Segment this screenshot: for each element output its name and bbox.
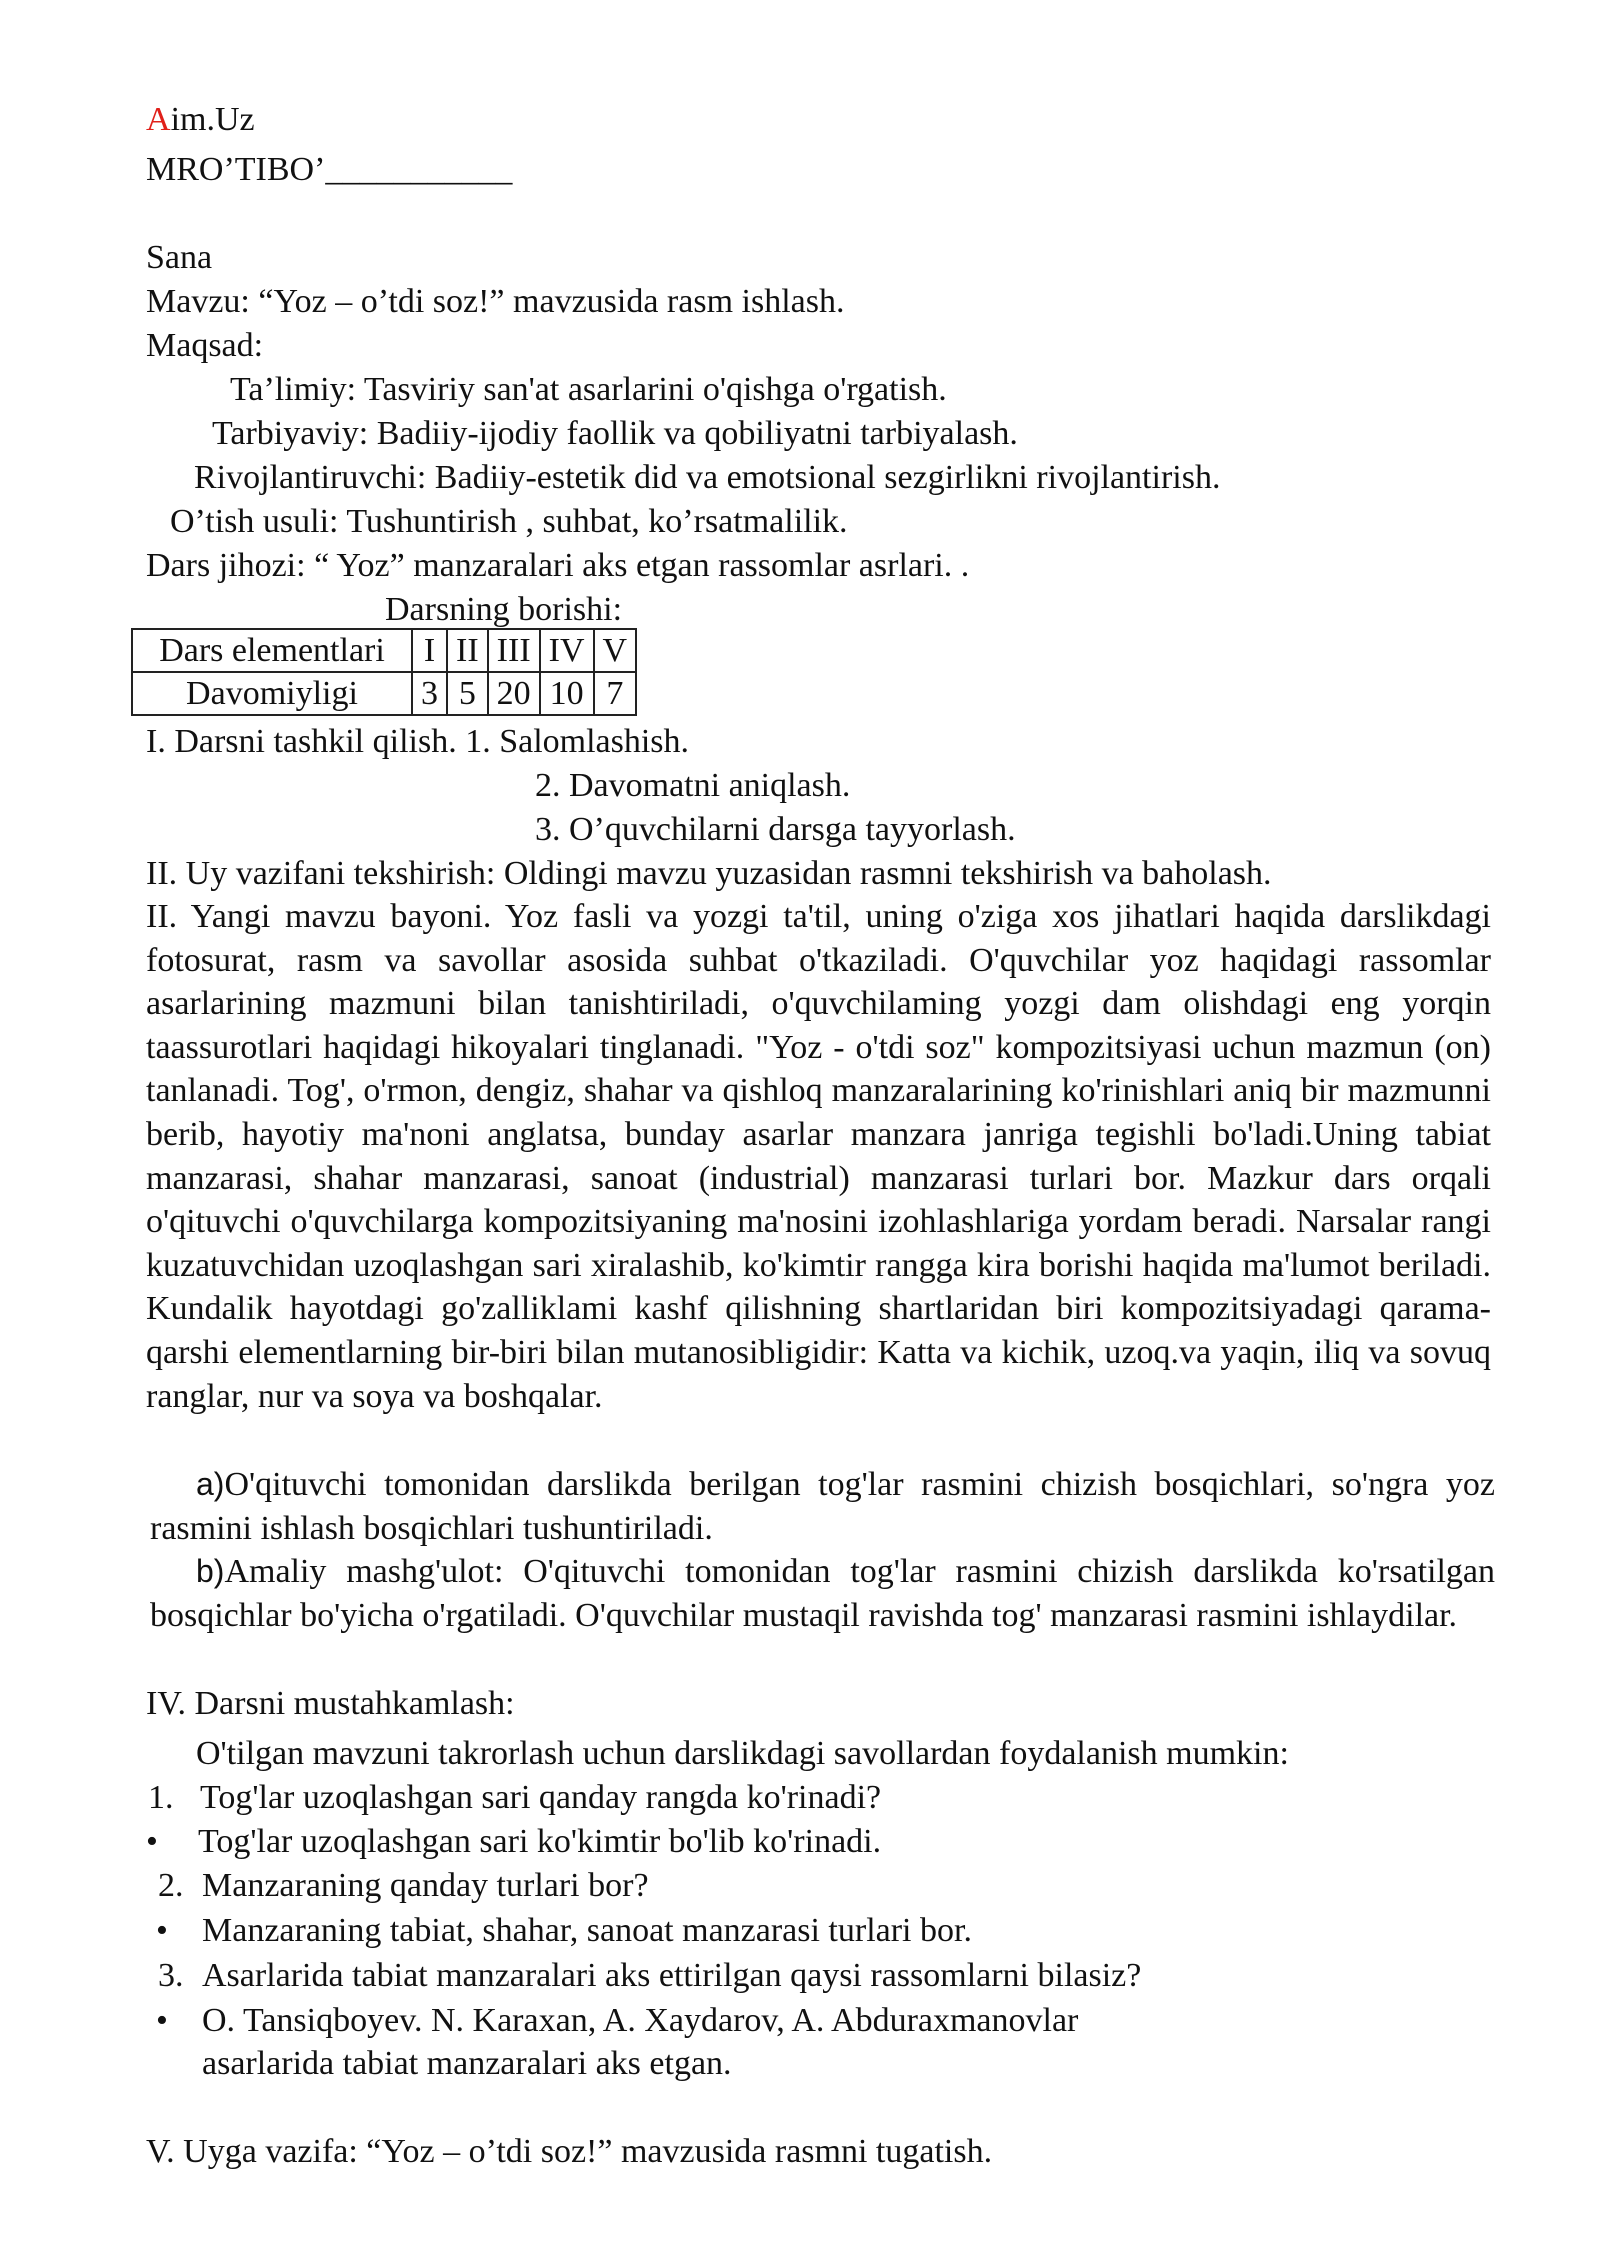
- table-cell: 5: [447, 672, 488, 715]
- table-row: [132, 672, 636, 715]
- question-2: [158, 1864, 649, 1908]
- topic-line: Mavzu: “Yoz – o’tdi soz!” mavzusida rasm ishlash.: [146, 283, 845, 320]
- answer-1: [146, 1820, 881, 1864]
- lesson-equipment: Dars jihozi: “ Yoz” manzaralari aks etgan rassomlar asrlari. .: [146, 547, 970, 584]
- table-cell: I: [412, 629, 447, 672]
- question-1: [148, 1776, 881, 1820]
- table-cell: 3: [412, 672, 447, 715]
- question-2-number: 2.: [158, 1867, 184, 1904]
- table-cell: V: [594, 629, 637, 672]
- table-cell: 7: [594, 672, 637, 715]
- question-3-text: Asarlarida tabiat manzaralari aks ettirilgan qaysi rassomlarni bilasiz?: [202, 1957, 1142, 1994]
- stage-1-title: I. Darsni tashkil qilish. 1. Salomlashish.: [146, 723, 690, 760]
- table-cell: Davomiyligi: [132, 672, 412, 715]
- item-a-text: O'qituvchi tomonidan darslikda berilgan tog'lar rasmini chizish bosqichlari, so'ngra yoz rasmini ishlash bosqichlari tushuntiriladi.: [150, 1466, 1495, 1547]
- question-2-text: Manzaraning qanday turlari bor?: [202, 1867, 649, 1904]
- stage-4-title: IV. Darsni mustahkamlash:: [146, 1685, 515, 1722]
- brand-rest: im.Uz: [170, 101, 255, 138]
- site-brand: [146, 98, 255, 142]
- brand-first-letter: A: [146, 101, 171, 138]
- answer-2: [156, 1909, 972, 1953]
- answer-3-text: O. Tansiqboyev. N. Karaxan, A. Xaydarov, A. Abduraxmanovlar: [202, 2002, 1079, 2039]
- teacher-label: MRO’TIBO’___________: [146, 151, 513, 188]
- goal-label: Maqsad:: [146, 327, 264, 364]
- answer-2-text: Manzaraning tabiat, shahar, sanoat manzarasi turlari bor.: [202, 1912, 972, 1949]
- table-cell: IV: [540, 629, 594, 672]
- stage-3-paragraph: II. Yangi mavzu bayoni. Yoz fasli va yozgi ta'til, uning o'ziga xos jihatlari haqida darslikdagi fotosurat, rasm va savollar asosida suhbat o'tkaziladi. O'quvchilar yoz haqidagi rassomlar asarlarining mazmuni bilan tanishtiriladi, o'quvchilaming yozgi dam olishdagi eng yorqin taassurotlari haqidagi hikoyalari tinglanadi. "Yoz - o'tdi soz" kompozitsiyasi uchun mazmun (on) tanlanadi. Tog', o'rmon, dengiz, shahar va qishloq manzaralarining ko'rinishlari aniq bir mazmunni berib, hayotiy ma'noni anglatsa, bunday asarlar manzara janriga tegishli bo'ladi.Uning tabiat manzarasi, shahar manzarasi, sanoat (industrial) manzarasi turlari bor. Mazkur dars orqali o'qituvchi o'quvchilarga kompozitsiyaning ma'nosini izohlashlariga yordam beradi. Narsalar rangi kuzatuvchidan uzoqlashgan sari xiralashib, ko'kimtir rangga kira borishi haqida ma'lumot beriladi. Kundalik hayotdagi go'zalliklami kashf qilishning shartlaridan biri kompozitsiyadagi qarama-qarshi elementlarning bir-biri bilan mutanosibligidir: Katta va kichik, uzoq.va yaqin, iliq va sovuq ranglar, nur va soya va boshqalar.: [146, 898, 1491, 1415]
- lesson-plan-table: [131, 628, 637, 716]
- table-cell: III: [488, 629, 540, 672]
- table-cell: 20: [488, 672, 540, 715]
- teaching-method: O’tish usuli: Tushuntirish , suhbat, ko’rsatmalilik.: [170, 503, 848, 540]
- answer-3: [156, 1999, 1078, 2043]
- stage-1-item-2: 2. Davomatni aniqlash.: [535, 767, 851, 804]
- item-b-paragraph: [150, 1550, 1495, 1637]
- table-cell: Dars elementlari: [132, 629, 412, 672]
- answer-3-continued: asarlarida tabiat manzaralari aks etgan.: [202, 2045, 732, 2082]
- question-1-text: Tog'lar uzoqlashgan sari qanday rangda ko'rinadi?: [200, 1779, 882, 1816]
- stage-2-line: II. Uy vazifani tekshirish: Oldingi mavzu yuzasidan rasmni tekshirish va baholash.: [146, 855, 1272, 892]
- table-row: [132, 629, 636, 672]
- question-1-number: 1.: [148, 1779, 174, 1816]
- question-3-number: 3.: [158, 1957, 184, 1994]
- stage-4-intro: O'tilgan mavzuni takrorlash uchun darslikdagi savollardan foydalanish mumkin:: [196, 1735, 1289, 1772]
- question-3: [158, 1954, 1141, 1998]
- bullet-icon: •: [156, 1912, 168, 1949]
- homework-line: V. Uyga vazifa: “Yoz – o’tdi soz!” mavzusida rasmni tugatish.: [146, 2133, 993, 2170]
- item-a-marker: a): [196, 1466, 225, 1502]
- goal-upbringing: Tarbiyaviy: Badiiy-ijodiy faollik va qobiliyatni tarbiyalash.: [212, 415, 1018, 452]
- lesson-plan-title: Darsning borishi:: [385, 591, 623, 628]
- item-a-paragraph: [150, 1463, 1495, 1550]
- bullet-icon: •: [156, 2002, 168, 2039]
- bullet-icon: •: [146, 1823, 158, 1860]
- table-cell: 10: [540, 672, 594, 715]
- table-cell: II: [447, 629, 488, 672]
- date-label: Sana: [146, 239, 213, 276]
- item-b-marker: b): [196, 1553, 225, 1589]
- goal-developmental: Rivojlantiruvchi: Badiiy-estetik did va emotsional sezgirlikni rivojlantirish.: [194, 459, 1221, 496]
- goal-educational: Ta’limiy: Tasviriy san'at asarlarini o'qishga o'rgatish.: [230, 371, 947, 408]
- answer-1-text: Tog'lar uzoqlashgan sari ko'kimtir bo'lib ko'rinadi.: [198, 1823, 882, 1860]
- stage-1-item-3: 3. O’quvchilarni darsga tayyorlash.: [535, 811, 1016, 848]
- item-b-text: Amaliy mashg'ulot: O'qituvchi tomonidan tog'lar rasmini chizish darslikda ko'rsatilgan bosqichlar bo'yicha o'rgatiladi. O'quvchilar mustaqil ravishda tog' manzarasi rasmini ishlaydilar.: [150, 1553, 1495, 1634]
